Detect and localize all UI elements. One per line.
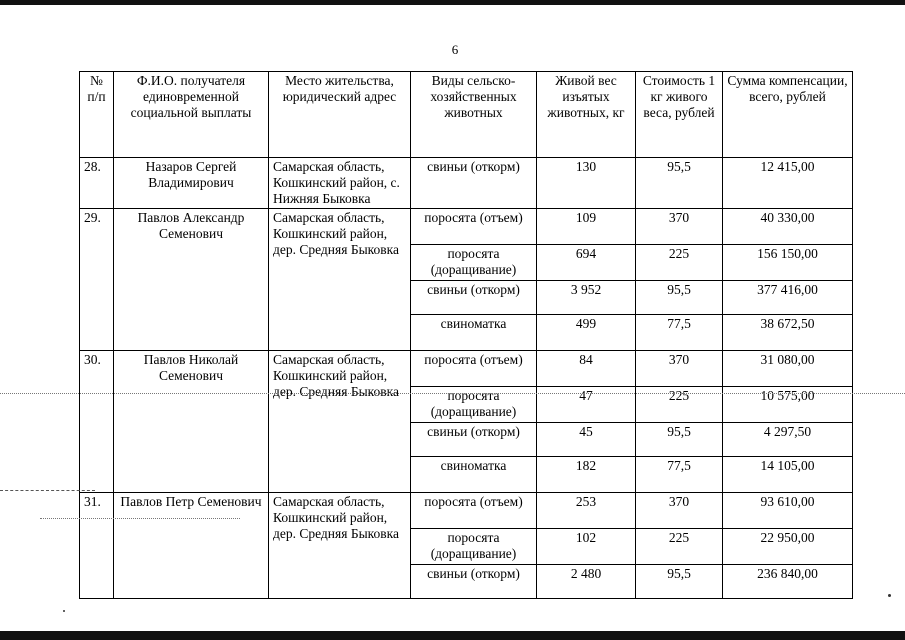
recipient-address: Самарская область, Кошкинский район, с. Нижняя Быковка <box>269 158 411 209</box>
scan-bottom-border <box>0 631 905 640</box>
live-weight: 109 <box>537 209 636 245</box>
compensation-sum: 236 840,00 <box>723 565 853 599</box>
price-per-kg: 370 <box>636 351 723 387</box>
recipient-address: Самарская область, Кошкинский район, дер. Средняя Быковка <box>269 493 411 599</box>
recipient-address: Самарская область, Кошкинский район, дер. Средняя Быковка <box>269 351 411 493</box>
compensation-sum: 377 416,00 <box>723 281 853 315</box>
live-weight: 182 <box>537 457 636 493</box>
header-number: № п/п <box>80 72 114 158</box>
header-compensation-sum: Сумма компенсации, всего, рублей <box>723 72 853 158</box>
live-weight: 130 <box>537 158 636 209</box>
compensation-sum: 31 080,00 <box>723 351 853 387</box>
record-number: 30. <box>80 351 114 493</box>
recipient-name: Павлов Александр Семенович <box>114 209 269 351</box>
live-weight: 499 <box>537 315 636 351</box>
header-animal-type: Виды сельско-хозяйственных животных <box>411 72 537 158</box>
animal-type: свиньи (откорм) <box>411 158 537 209</box>
compensation-sum: 4 297,50 <box>723 423 853 457</box>
live-weight: 102 <box>537 529 636 565</box>
animal-type: свиноматка <box>411 315 537 351</box>
animal-type: поросята (доращивание) <box>411 245 537 281</box>
animal-type: свиноматка <box>411 457 537 493</box>
price-per-kg: 77,5 <box>636 457 723 493</box>
scan-artifact-dot <box>63 610 65 612</box>
animal-type: поросята (отъем) <box>411 351 537 387</box>
scan-artifact-dashed-line <box>0 490 95 491</box>
record-number: 28. <box>80 158 114 209</box>
live-weight: 45 <box>537 423 636 457</box>
price-per-kg: 225 <box>636 245 723 281</box>
price-per-kg: 77,5 <box>636 315 723 351</box>
scan-top-border <box>0 0 905 5</box>
compensation-sum: 38 672,50 <box>723 315 853 351</box>
scan-artifact-dotted-line <box>40 518 240 519</box>
live-weight: 3 952 <box>537 281 636 315</box>
header-recipient-name: Ф.И.О. получателя единовременной социальной выплаты <box>114 72 269 158</box>
compensation-sum: 12 415,00 <box>723 158 853 209</box>
recipient-name: Павлов Петр Семенович <box>114 493 269 599</box>
price-per-kg: 370 <box>636 493 723 529</box>
table-row <box>80 493 853 529</box>
animal-type: поросята (отъем) <box>411 209 537 245</box>
price-per-kg: 95,5 <box>636 423 723 457</box>
header-live-weight: Живой вес изъятых животных, кг <box>537 72 636 158</box>
recipient-name: Павлов Николай Семенович <box>114 351 269 493</box>
animal-type: свиньи (откорм) <box>411 565 537 599</box>
live-weight: 47 <box>537 387 636 423</box>
recipient-address: Самарская область, Кошкинский район, дер. Средняя Быковка <box>269 209 411 351</box>
table-row <box>80 351 853 387</box>
price-per-kg: 225 <box>636 387 723 423</box>
compensation-table <box>79 71 853 599</box>
animal-type: поросята (отъем) <box>411 493 537 529</box>
table-row <box>80 158 853 209</box>
compensation-sum: 156 150,00 <box>723 245 853 281</box>
live-weight: 2 480 <box>537 565 636 599</box>
compensation-sum: 14 105,00 <box>723 457 853 493</box>
compensation-sum: 40 330,00 <box>723 209 853 245</box>
compensation-sum: 10 575,00 <box>723 387 853 423</box>
scan-artifact-dotted-line <box>0 393 905 394</box>
animal-type: поросята (доращивание) <box>411 387 537 423</box>
animal-type: свиньи (откорм) <box>411 423 537 457</box>
scan-artifact-dot <box>888 594 891 597</box>
recipient-name: Назаров Сергей Владимирович <box>114 158 269 209</box>
live-weight: 694 <box>537 245 636 281</box>
record-number: 29. <box>80 209 114 351</box>
price-per-kg: 225 <box>636 529 723 565</box>
header-price-per-kg: Стоимость 1 кг живого веса, рублей <box>636 72 723 158</box>
table-row <box>80 209 853 245</box>
price-per-kg: 95,5 <box>636 158 723 209</box>
animal-type: поросята (доращивание) <box>411 529 537 565</box>
live-weight: 253 <box>537 493 636 529</box>
price-per-kg: 370 <box>636 209 723 245</box>
page-number: 6 <box>451 42 459 57</box>
compensation-sum: 93 610,00 <box>723 493 853 529</box>
live-weight: 84 <box>537 351 636 387</box>
compensation-sum: 22 950,00 <box>723 529 853 565</box>
table-header-row <box>80 72 853 158</box>
header-address: Место жительства, юридический адрес <box>269 72 411 158</box>
price-per-kg: 95,5 <box>636 281 723 315</box>
record-number: 31. <box>80 493 114 599</box>
animal-type: свиньи (откорм) <box>411 281 537 315</box>
price-per-kg: 95,5 <box>636 565 723 599</box>
